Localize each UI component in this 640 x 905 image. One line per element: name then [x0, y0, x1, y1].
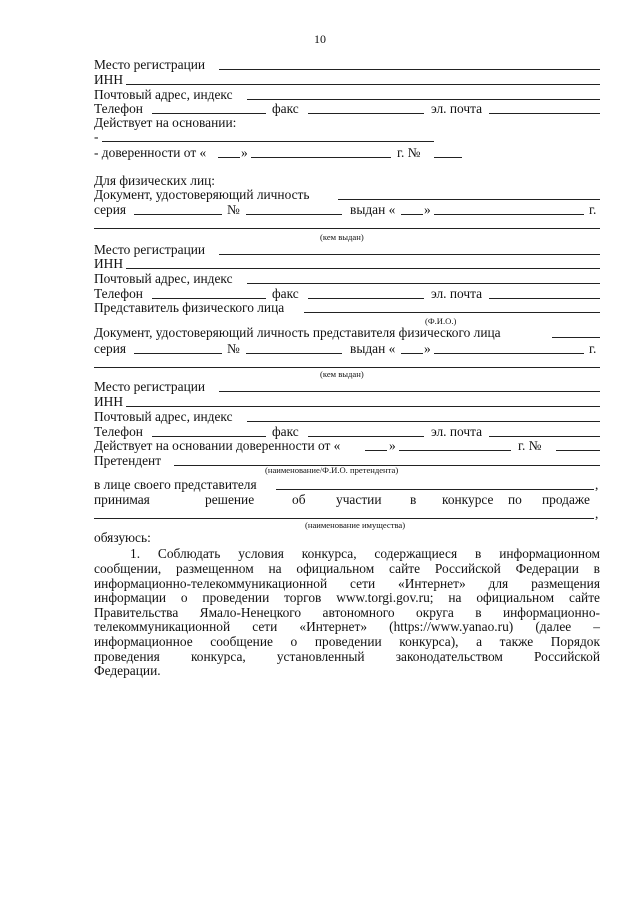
rep-inn-row	[94, 394, 600, 409]
rep-issued-quote-close: »	[424, 341, 431, 356]
org-proxy-gno-label: г. №	[397, 145, 421, 160]
ind-postal-row	[94, 271, 600, 286]
rep-proxy-row	[94, 438, 600, 453]
ind-issued-by-row	[94, 216, 600, 231]
ind-year-label: г.	[589, 202, 597, 217]
ind-series-label: серия	[94, 202, 127, 217]
org-proxy-date-field[interactable]	[251, 145, 391, 158]
rep-reg-place-label: Место регистрации	[94, 379, 206, 394]
clause-1-line: 1. Соблюдать условия конкурса, содержащиеся в информационном	[130, 546, 600, 561]
clause-1-line: информационно-телекоммуникационной сети «Интернет» для размещения	[94, 576, 600, 591]
rep-passport-row	[94, 341, 600, 356]
applicant-representative-label: в лице своего представителя	[94, 477, 257, 492]
ind-phone-field[interactable]	[152, 286, 266, 299]
clause-1-line: телекоммуникационной сети «Интернет» (https://www.yanao.ru) (далее –	[94, 619, 600, 634]
rep-phone-field[interactable]	[152, 424, 266, 437]
rep-postal-row	[94, 409, 600, 424]
applicant-representative-comma: ,	[595, 477, 599, 492]
property-comma: ,	[595, 506, 599, 521]
ind-postal-field[interactable]	[247, 271, 600, 284]
ind-postal-label: Почтовый адрес, индекс	[94, 271, 233, 286]
org-fax-field[interactable]	[308, 101, 424, 114]
ind-email-field[interactable]	[489, 286, 600, 299]
rep-inn-field[interactable]	[126, 394, 600, 407]
ind-fio-caption: (Ф.И.О.)	[425, 316, 457, 326]
rep-year-label: г.	[589, 341, 597, 356]
org-postal-field[interactable]	[247, 87, 600, 100]
deciding-word-7: по	[508, 492, 522, 507]
ind-series-field[interactable]	[134, 202, 222, 215]
rep-phone-label: Телефон	[94, 424, 143, 439]
clause-1-line: проведения конкурса, установленный законодательством Российской	[94, 649, 600, 664]
ind-phone-label: Телефон	[94, 286, 143, 301]
applicant-deciding-row	[94, 492, 600, 507]
ind-id-doc-row	[94, 187, 600, 202]
rep-issued-label: выдан «	[350, 341, 396, 356]
ind-issued-by-field[interactable]	[94, 216, 600, 229]
ind-fax-field[interactable]	[308, 286, 424, 299]
property-field[interactable]	[94, 506, 594, 519]
applicant-caption: (наименование/Ф.И.О. претендента)	[265, 465, 399, 475]
rep-fax-label: факс	[272, 424, 299, 439]
ind-id-doc-field[interactable]	[338, 187, 600, 200]
ind-fax-label: факс	[272, 286, 299, 301]
ind-inn-label: ИНН	[94, 256, 124, 271]
ind-reg-place-label: Место регистрации	[94, 242, 206, 257]
rep-postal-field[interactable]	[247, 409, 600, 422]
deciding-word-5: в	[410, 492, 417, 507]
applicant-representative-row	[94, 477, 600, 492]
rep-issued-day-field[interactable]	[401, 341, 423, 354]
ind-issued-date-field[interactable]	[434, 202, 584, 215]
rep-series-label: серия	[94, 341, 127, 356]
ind-representative-row	[94, 300, 600, 315]
rep-fax-field[interactable]	[308, 424, 424, 437]
org-postal-row	[94, 87, 600, 102]
org-phone-field[interactable]	[152, 101, 266, 114]
ind-contacts-row	[94, 286, 600, 301]
org-email-label: эл. почта	[431, 101, 483, 116]
org-reg-place-field[interactable]	[219, 57, 600, 70]
rep-inn-label: ИНН	[94, 394, 124, 409]
clause-1-line: Правительства Ямало-Ненецкого автономного округа в информационно-	[94, 605, 600, 620]
ind-id-doc-label: Документ, удостоверяющий личность	[94, 187, 310, 202]
rep-issued-by-caption: (кем выдан)	[320, 369, 364, 379]
org-inn-label: ИНН	[94, 72, 124, 87]
org-proxy-quote-close: »	[241, 145, 248, 160]
ind-passport-row	[94, 202, 600, 217]
deciding-word-2: решение	[205, 492, 255, 507]
clause-1-line: информационное сообщение о проведении конкурса), а также Порядок	[94, 634, 600, 649]
rep-reg-place-field[interactable]	[219, 379, 600, 392]
rep-proxy-gno-label: г. №	[518, 438, 542, 453]
org-inn-field[interactable]	[126, 72, 600, 85]
ind-issued-day-field[interactable]	[401, 202, 423, 215]
org-proxy-number-field[interactable]	[434, 145, 462, 158]
deciding-word-1: принимая	[94, 492, 150, 507]
ind-no-label: №	[227, 202, 240, 217]
deciding-word-8: продаже	[542, 492, 590, 507]
ind-email-label: эл. почта	[431, 286, 483, 301]
ind-reg-place-row	[94, 242, 600, 257]
obliges-row	[94, 530, 600, 545]
rep-email-field[interactable]	[489, 424, 600, 437]
rep-issued-by-row	[94, 355, 600, 370]
rep-no-field[interactable]	[246, 341, 342, 354]
org-basis-field[interactable]	[102, 129, 434, 142]
ind-header: Для физических лиц:	[94, 173, 216, 188]
org-basis-dash-row	[94, 129, 600, 144]
org-basis-label: Действует на основании:	[94, 115, 237, 130]
obliges-label: обязуюсь:	[94, 530, 151, 545]
rep-series-field[interactable]	[134, 341, 222, 354]
org-basis-dash: -	[94, 129, 99, 144]
ind-representative-label: Представитель физического лица	[94, 300, 285, 315]
org-phone-label: Телефон	[94, 101, 143, 116]
applicant-representative-field[interactable]	[276, 477, 594, 490]
deciding-word-3: об	[292, 492, 306, 507]
org-email-field[interactable]	[489, 101, 600, 114]
ind-issued-quote-close: »	[424, 202, 431, 217]
org-contacts-row	[94, 101, 600, 116]
property-caption: (наименование имущества)	[305, 520, 406, 530]
ind-issued-label: выдан «	[350, 202, 396, 217]
rep-proxy-label: Действует на основании доверенности от «	[94, 438, 341, 453]
rep-id-doc-label: Документ, удостоверяющий личность представителя физического лица	[94, 325, 501, 340]
deciding-word-4: участии	[336, 492, 382, 507]
org-reg-place-row	[94, 57, 600, 72]
ind-header-row	[94, 173, 600, 188]
rep-proxy-date-field[interactable]	[399, 438, 511, 451]
page-number: 10	[314, 32, 326, 46]
rep-proxy-quote-close: »	[389, 438, 396, 453]
rep-id-doc-row	[94, 325, 600, 340]
org-proxy-row	[94, 145, 600, 160]
org-basis-row	[94, 115, 600, 130]
rep-proxy-number-field[interactable]	[556, 438, 600, 451]
org-postal-label: Почтовый адрес, индекс	[94, 87, 233, 102]
ind-no-field[interactable]	[246, 202, 342, 215]
rep-issued-by-field[interactable]	[94, 355, 600, 368]
ind-inn-field[interactable]	[126, 256, 600, 269]
ind-reg-place-field[interactable]	[219, 242, 600, 255]
property-row	[94, 506, 600, 521]
rep-id-doc-field[interactable]	[552, 325, 600, 338]
org-inn-row	[94, 72, 600, 87]
ind-issued-by-caption: (кем выдан)	[320, 232, 364, 242]
deciding-word-6: конкурсе	[442, 492, 494, 507]
rep-postal-label: Почтовый адрес, индекс	[94, 409, 233, 424]
rep-proxy-day-field[interactable]	[365, 438, 387, 451]
org-fax-label: факс	[272, 101, 299, 116]
org-reg-place-label: Место регистрации	[94, 57, 206, 72]
rep-no-label: №	[227, 341, 240, 356]
rep-contacts-row	[94, 424, 600, 439]
clause-1-line: сообщении, размещенном на официальном сайте Российской Федерации в	[94, 561, 600, 576]
rep-reg-place-row	[94, 379, 600, 394]
rep-email-label: эл. почта	[431, 424, 483, 439]
applicant-label: Претендент	[94, 453, 162, 468]
clause-1-line: информации о проведении торгов www.torgi.gov.ru; на официальном сайте	[94, 590, 600, 605]
clause-1-line: Федерации.	[94, 663, 161, 678]
org-proxy-label: - доверенности от «	[94, 145, 207, 160]
org-proxy-day-field[interactable]	[218, 145, 240, 158]
ind-inn-row	[94, 256, 600, 271]
ind-representative-field[interactable]	[304, 300, 600, 313]
rep-issued-date-field[interactable]	[434, 341, 584, 354]
